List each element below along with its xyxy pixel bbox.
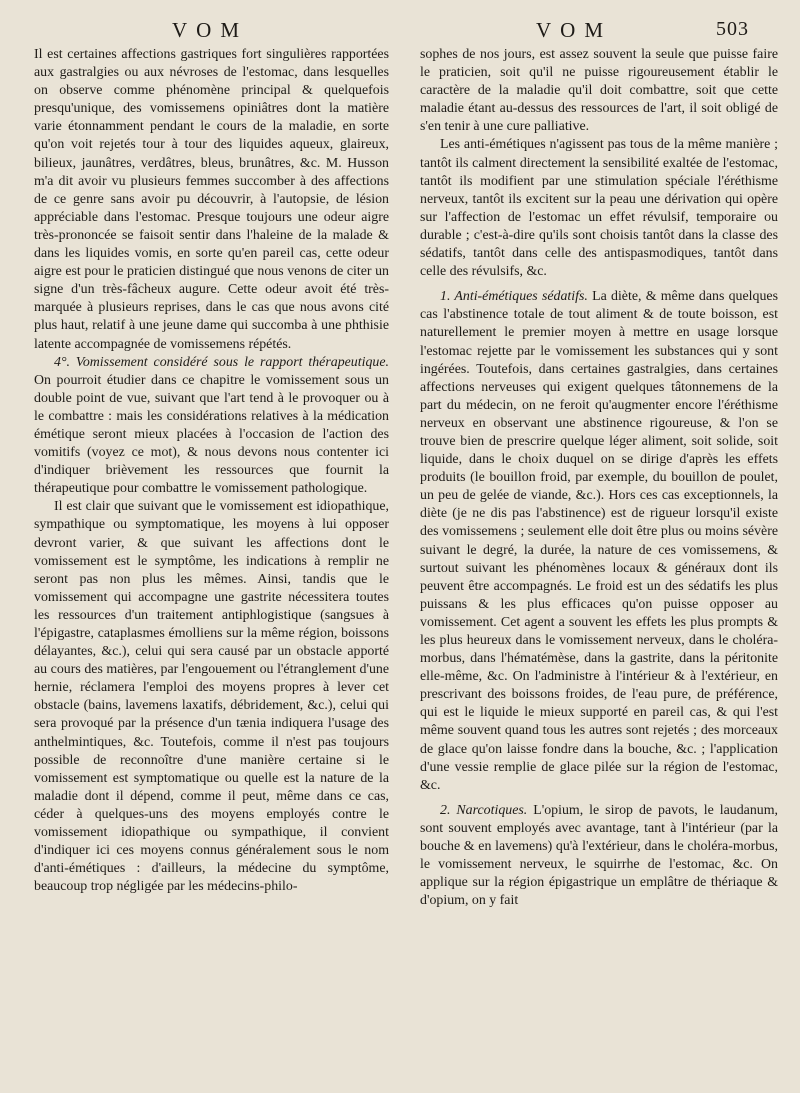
section-heading-therapeutique: 4°. Vomissement considéré sous le rapport thérapeutique. [54,354,389,370]
running-head-left: VOM [172,18,249,42]
paragraph-therapeutique [34,354,389,499]
running-head-right: VOM [536,18,613,42]
right-column [420,46,778,910]
paragraph-therapeutique-text: On pourroit étudier dans ce chapitre le vomissement sous un double point de vue, suivant que l'art tend à le provoquer ou à le combattre : mais les considérations relatives à la médication émétique seront mieux placées à l'occasion de l'action des vomitifs (voyez ce mot), & nous devons nous contenter ici d'indiquer brièvement les ressources que fournit la thérapeutique pour combattre le vomissement pathologique. [34,372,389,497]
paragraph-moyens: Il est clair que suivant que le vomissement est idiopathique, sympathique ou symptomatique, les moyens à lui opposer devront varier, & que suivant les affections dont le vomissement est le symptôme, les indications à remplir ne seront pas non plus les mêmes. Ainsi, tandis que le vomissement qui accompagne une gastrite nécessitera toutes les ressources d'un traitement antiphlogistique (sangsues à l'épigastre, cataplasmes émolliens sur la même région, boissons délayantes, &c.), celui qui sera causé par un obstacle apporté au cours des matières, par l'engouement ou l'étranglement d'une hernie, réclamera l'emploi des moyens propres à lever cet obstacle (bains, lavemens laxatifs, débridement, &c.), celui qui sera provoqué par la présence d'un tænia indiquera l'usage des anthelmintiques, &c. Toutefois, comme il n'est pas toujours possible de reconnoître d'une manière certaine si le vomissement est symptomatique ou quelle est la nature de la maladie dont il dépend, comme il peut, même dans ce cas, céder à quelques-uns des moyens employés contre le vomissement idiopathique ou sympathique, il convient d'indiquer ici ces moyens connus généralement sous le nom d'anti-émétiques : d'ailleurs, la médecine du symptôme, beaucoup trop négligée par les médecins-philo- [34,499,389,895]
paragraph-palliative: sophes de nos jours, est assez souvent la seule que puisse faire le praticien, soit qu'il ne puisse rigoureusement établir le caractère de la maladie qu'il doit combattre, soit que cette maladie étant au-dessus des ressources de l'art, il soit obligé de s'en tenir à une cure palliative. [420,47,778,135]
paragraph-sedatifs [420,288,778,795]
paragraph-narcotiques-text: L'opium, le sirop de pavots, le laudanum, sont souvent employés avec avantage, tant à l'intérieur (par la bouche & en lavemens) qu'à l'extérieur, dans le choléra-morbus, le vomissement nerveux, le squirrhe de l'estomac, &c. On applique sur la région épigastrique un emplâtre de thériaque & d'opium, on y fait [420,802,778,909]
section-heading-sedatifs: 1. Anti-émétiques sédatifs. [440,289,588,305]
section-heading-narcotiques: 2. Narcotiques. [440,802,528,818]
running-head [0,14,800,48]
page-number: 503 [716,18,749,40]
paragraph-sedatifs-text: La diète, & même dans quelques cas l'abstinence totale de tout aliment & de toute boisson, est naturellement le premier moyen à mettre en usage lorsque l'estomac rejette par le vomissement les substances qui y sont ingérées. Toutefois, dans certaines gastralgies, dans certaines affections nerveuses qui exigent quelques tâtonnemens de la part du médecin, on ne feroit qu'augmenter encore l'éréthisme nerveux en observant une abstinence rigoureuse, & l'on se trouve bien de prescrire quelque léger aliment, soit solide, soit liquide, dans le choix duquel on se dirige d'après les effets produits (le bouillon froid, par exemple, du bouillon de poulet, un peu de gelée de viande, &c.). Hors ces cas exceptionnels, la diète (je ne dis pas l'abstinence) est de rigueur lorsqu'il existe des vomissemens ; seulement elle doit être plus ou moins sévère suivant le degré, la durée, la nature de ces vomissemens, & surtout suivant les phénomènes locaux & généraux dont ils peuvent être accompagnés. Le froid est un des sédatifs les plus puissans & les plus efficaces qu'on puisse opposer au vomissement. Cet agent a souvent les effets les plus prompts & les plus heureux dans le vomissement nerveux, dans le choléra-morbus, dans l'hématémèse, dans la gastrite, dans la péritonite elle-même, &c. On l'administre à l'intérieur & à l'extérieur, en prescrivant des boissons froides, de l'eau pure, de préférence, qui est le liquide le mieux supporté en pareil cas, & qui l'est même souvent quand tous les autres sont rejetés ; des morceaux de glace qu'on laisse fondre dans la bouche, &c. ; l'application d'une vessie remplie de glace pilée sur la région de l'estomac, &c. [420,289,778,793]
left-column [34,46,389,896]
paragraph-gastralgies: Il est certaines affections gastriques fort singulières rapportées aux gastralgies ou aux névroses de l'estomac, dans lesquelles on observe comme phénomène principal & quelquefois presqu'unique, des vomissemens opiniâtres dont la matière varie étonnamment pendant le cours de la maladie, en sorte qu'on voit rejetés tour à tour des liquides aqueux, glaireux, bilieux, jaunâtres, verdâtres, bleus, brunâtres, &c. M. Husson m'a dit avoir vu plusieurs femmes succomber à des affections de ce genre sans avoir pu découvrir, à l'autopsie, de lésion appréciable dans l'estomac. Presque toujours une odeur aigre très-prononcée se faisoit sentir dans l'haleine de la malade & dans les liquides vomis, en sorte qu'en pareil cas, cette odeur aigre est pour le praticien distingué que nous venons de citer un signe d'un très-fâcheux augure. Cette odeur avoit été très-marquée à plusieurs reprises, dans le cas que nous avons cité plus haut, relatif à une jeune dame qui succomba à une phthisie latente accompagnée de vomissemens répétés. [34,47,389,352]
paragraph-narcotiques [420,802,778,911]
paragraph-anti-emetiques: Les anti-émétiques n'agissent pas tous de la même manière ; tantôt ils calment directement la sensibilité exaltée de l'estomac, tantôt ils modifient par une stimulation spéciale l'éréthisme nerveux, tantôt ils excitent sur la peau une dérivation qui opère sur l'affection de l'estomac un effet révulsif, temporaire ou durable ; c'est-à-dire qu'ils sont choisis tantôt dans la classe des sédatifs, tantôt dans celle des antispasmodiques, tantôt dans celle des révulsifs, &c. [420,137,778,280]
